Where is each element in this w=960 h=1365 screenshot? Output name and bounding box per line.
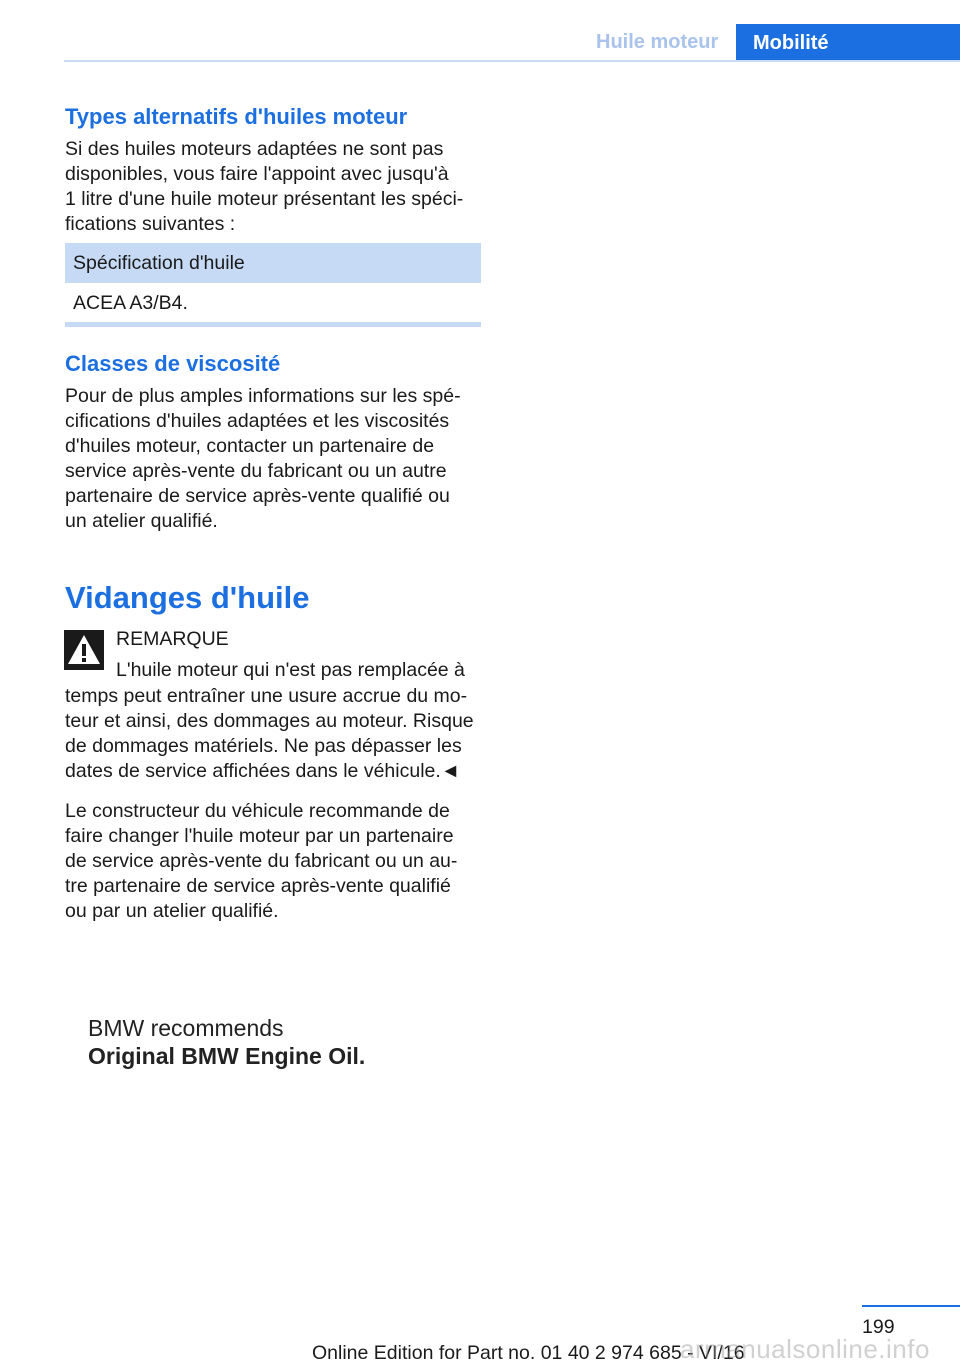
watermark: armanualsonline.info (680, 1334, 930, 1364)
viscosity-line: Pour de plus amples informations sur les spé- (65, 385, 461, 407)
viscosity-line: d'huiles moteur, contacter un partenaire de (65, 435, 435, 457)
oil-change-heading: Vidanges d'huile (65, 580, 310, 615)
header-divider (64, 60, 960, 62)
footer-edition: Online Edition for Part no. 01 40 2 974 685 - VI/16 (312, 1342, 745, 1364)
spec-table-value: ACEA A3/B4. (73, 292, 188, 314)
page-number: 199 (862, 1316, 895, 1338)
warning-icon (64, 630, 104, 670)
viscosity-line: service après-vente du fabricant ou un autre (65, 460, 447, 482)
viscosity-line: cifications d'huiles adaptées et les viscosités (65, 410, 450, 432)
spec-table-bottom-rule (65, 322, 481, 327)
notice-line: temps peut entraîner une usure accrue du mo- (65, 685, 468, 707)
alt-oils-line: disponibles, vous faire l'appoint avec jusqu'à (65, 163, 449, 185)
notice-line: dates de service affichées dans le véhicule.◄ (65, 760, 461, 782)
notice-first-line: L'huile moteur qui n'est pas remplacée à (116, 659, 465, 681)
notice-label: REMARQUE (116, 628, 229, 650)
oil-change-line: de service après-vente du fabricant ou un au- (65, 850, 458, 872)
notice-line: de dommages matériels. Ne pas dépasser les (65, 735, 462, 757)
footer-divider (862, 1305, 960, 1307)
oil-change-line: ou par un atelier qualifié. (65, 900, 279, 922)
header-chapter-tab: Mobilité (736, 24, 960, 62)
oil-change-line: Le constructeur du véhicule recommande de (65, 800, 450, 822)
viscosity-line: partenaire de service après-vente qualifié ou (65, 485, 450, 507)
viscosity-heading: Classes de viscosité (65, 351, 281, 376)
notice-line: teur et ainsi, des dommages au moteur. Risque (65, 710, 474, 732)
brand-oil-text: Original BMW Engine Oil. (88, 1043, 366, 1069)
alt-oils-line: Si des huiles moteurs adaptées ne sont pas (65, 138, 444, 160)
alt-oils-line: fications suivantes : (65, 213, 236, 235)
oil-change-line: tre partenaire de service après-vente qualifié (65, 875, 451, 897)
alt-oils-heading: Types alternatifs d'huiles moteur (65, 104, 408, 129)
spec-table-header: Spécification d'huile (65, 243, 481, 283)
brand-recommends-text: BMW recommends (88, 1015, 284, 1041)
header-section-title: Huile moteur (596, 31, 719, 53)
viscosity-line: un atelier qualifié. (65, 510, 218, 532)
oil-change-line: faire changer l'huile moteur par un partenaire (65, 825, 454, 847)
alt-oils-line: 1 litre d'une huile moteur présentant les spéci- (65, 188, 464, 210)
